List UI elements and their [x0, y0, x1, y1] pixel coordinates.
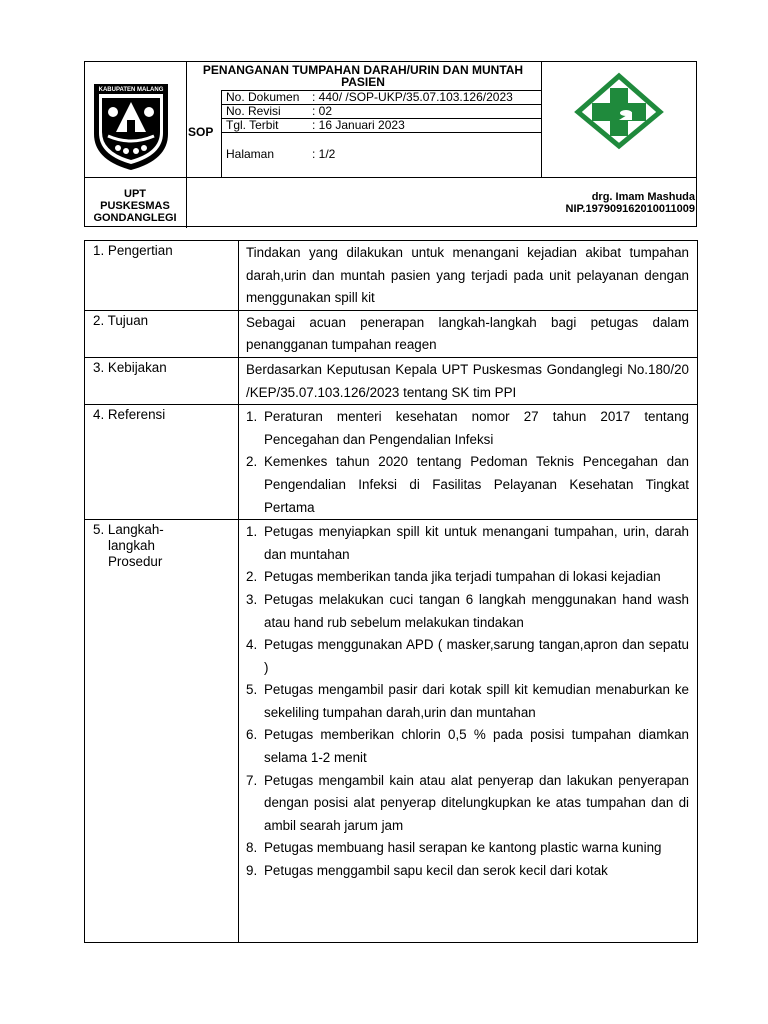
list-item: 7. Petugas mengambil kain atau alat penyerap dan lakukan penyerapan dengan posisi alat penyerap ditelungkupkan ke atas tumpahan dan di ambil searah jarum jam — [246, 772, 689, 833]
section-text: Berdasarkan Keputusan Kepala UPT Puskesmas Gondanglegi No.180/20 /KEP/35.07.103.126/2023 tentang SK tim PPI — [239, 357, 698, 404]
list-item: 1. Peraturan menteri kesehatan nomor 27 tahun 2017 tentang Pencegahan dan Pengendalian Infeksi — [246, 409, 689, 447]
revision-key: No. Revisi — [226, 104, 281, 118]
procedure-list — [246, 521, 689, 883]
section-tujuan — [85, 310, 698, 357]
page-key: Halaman — [226, 147, 275, 161]
reference-list — [246, 406, 689, 519]
section-referensi — [85, 405, 698, 520]
list-item: 2. Kemenkes tahun 2020 tentang Pedoman Teknis Pencegahan dan Pengendalian Infeksi di Fasilitas Pelayanan Kesehatan Tingkat Pertama — [246, 454, 689, 515]
sop-content-table — [84, 240, 698, 943]
sop-label: SOP — [188, 125, 214, 139]
list-item: 6. Petugas memberikan chlorin 0,5 % pada posisi tumpahan diamkan selama 1-2 menit — [246, 727, 689, 766]
list-item: 3. Petugas melakukan cuci tangan 6 langkah menggunakan hand wash atau hand rub sebelum melakukan tindakan — [246, 591, 689, 630]
page-row — [226, 148, 335, 161]
sop-title: PENANGANAN TUMPAHAN DARAH/URIN DAN MUNTAH PASIEN — [202, 63, 524, 89]
issue-date-row — [226, 119, 405, 132]
list-item: 9. Petugas menggambil sapu kecil dan serok kecil dari kotak — [246, 863, 608, 879]
svg-text:KABUPATEN MALANG: KABUPATEN MALANG — [98, 87, 164, 93]
puskesmas-logo — [574, 72, 664, 150]
section-label: 4. Referensi — [85, 405, 239, 520]
list-item: 5. Petugas mengambil pasir dari kotak spill kit kemudian menaburkan ke sekeliling tumpahan darah,urin dan muntahan — [246, 682, 689, 720]
list-item: 8. Petugas membuang hasil serapan ke kantong plastic warna kuning — [246, 840, 662, 856]
list-item: 1. Petugas menyiapkan spill kit untuk menangani tumpahan, urin, darah dan muntahan — [246, 524, 689, 562]
section-label: 5. Langkah- langkah Prosedur — [85, 520, 239, 943]
section-text: Sebagai acuan penerapan langkah-langkah bagi petugas dalam penangganan tumpahan reagen — [239, 310, 698, 357]
section-label: 2. Tujuan — [85, 310, 239, 357]
sop-header — [84, 61, 697, 227]
kabupaten-malang-logo — [88, 76, 174, 172]
list-item: 2. Petugas memberikan tanda jika terjadi tumpahan di lokasi kejadian — [246, 569, 661, 585]
signer-name: drg. Imam Mashuda — [591, 191, 695, 203]
signer-block — [566, 191, 696, 215]
issue-date-value: : 16 Januari 2023 — [312, 118, 405, 132]
section-kebijakan — [85, 357, 698, 404]
section-langkah — [85, 520, 698, 943]
doc-number-value: : 440/ /SOP-UKP/35.07.103.126/2023 — [312, 90, 513, 104]
revision-row — [226, 105, 332, 118]
section-text: Tindakan yang dilakukan untuk menangani kejadian akibat tumpahan darah,urin dan muntah pasien yang terjadi pada unit pelayanan dengan menggunakan spill kit — [239, 241, 698, 311]
issue-date-key: Tgl. Terbit — [226, 118, 279, 132]
unit-name: UPT PUSKESMAS GONDANGLEGI — [93, 188, 177, 224]
section-label: 1. Pengertian — [85, 241, 239, 311]
doc-number-row — [226, 91, 513, 104]
section-label: 3. Kebijakan — [85, 357, 239, 404]
signer-nip: NIP.197909162010011009 — [565, 203, 695, 215]
list-item: 4. Petugas menggunakan APD ( masker,sarung tangan,apron dan sepatu ) — [246, 637, 689, 675]
section-pengertian — [85, 241, 698, 311]
revision-value: : 02 — [312, 104, 333, 118]
doc-number-key: No. Dokumen — [226, 90, 300, 104]
page-value: : 1/2 — [312, 147, 336, 161]
